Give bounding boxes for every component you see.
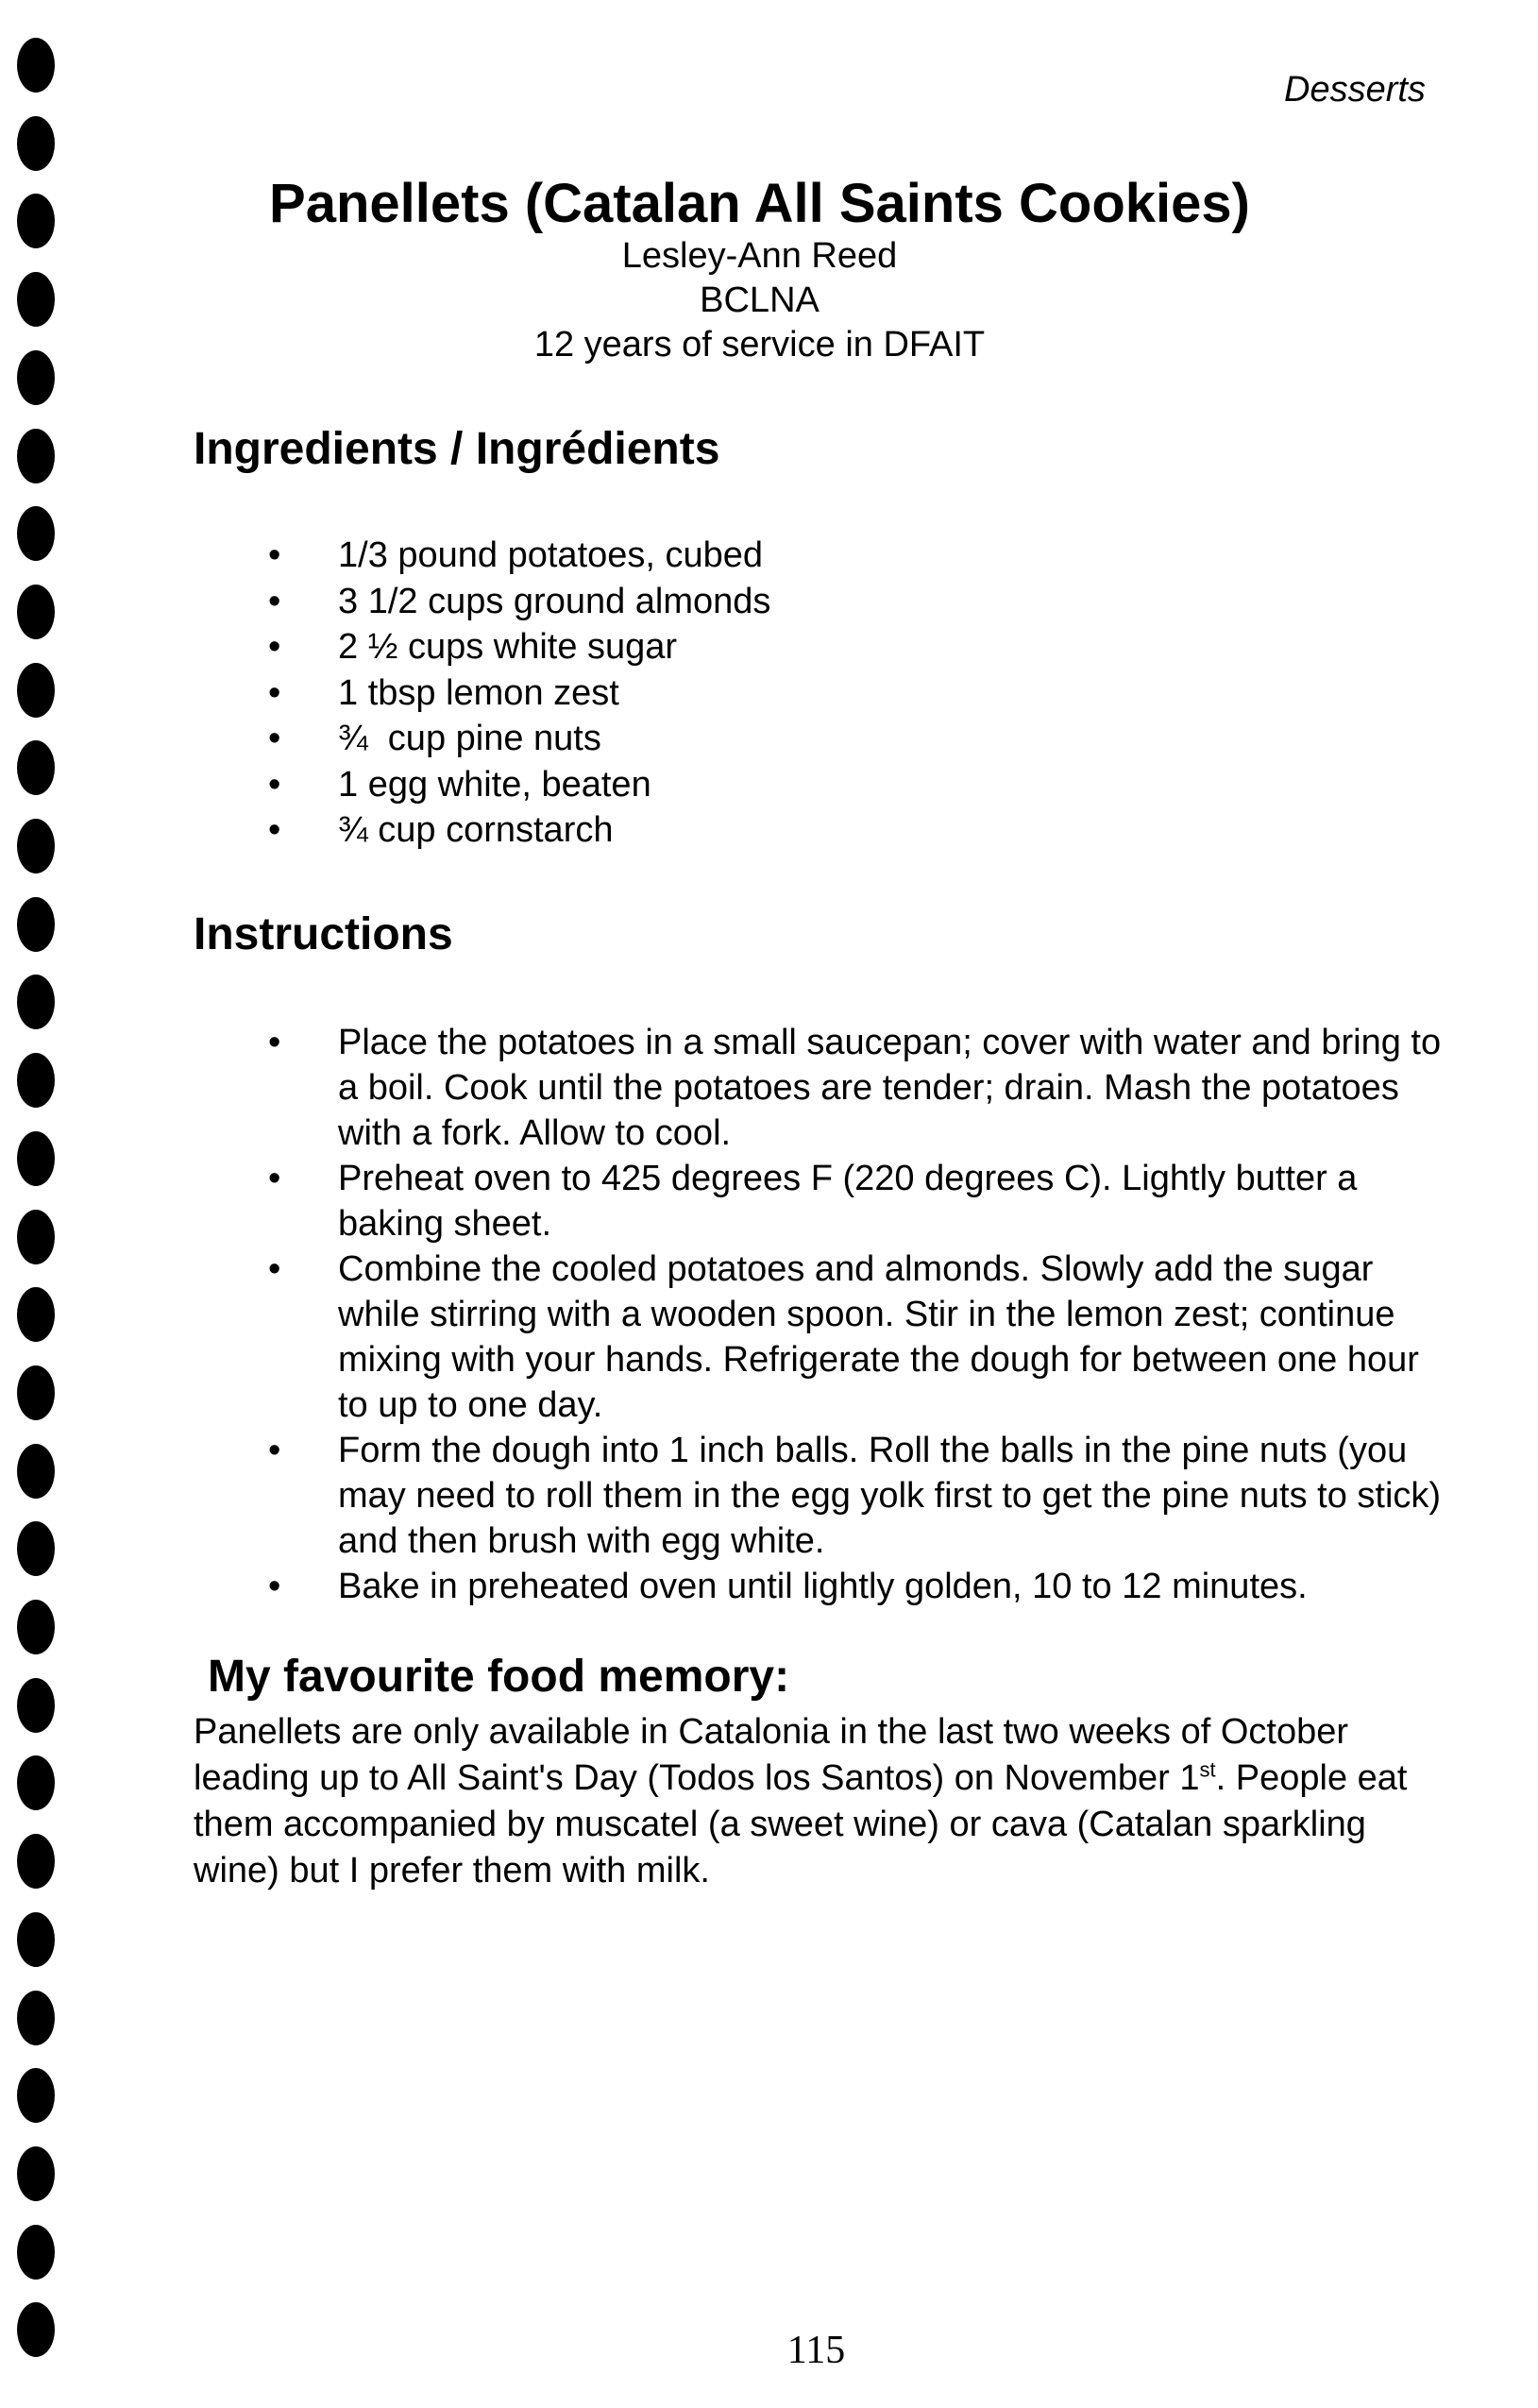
bullet-icon: • [268, 810, 281, 850]
instruction-step: • Bake in preheated oven until lightly golden, 10 to 12 minutes. [338, 1564, 1452, 1609]
author-name: Lesley-Ann Reed [621, 236, 898, 276]
bullet-icon: • [268, 1159, 281, 1198]
binding-hole [17, 1365, 55, 1420]
instruction-step: • Form the dough into 1 inch balls. Roll the balls in the pine nuts (you may need to roll them in the egg yolk first to get the pine nuts to stick) and then brush with egg white. [338, 1428, 1452, 1564]
ingredient-item: • ¾ cup cornstarch [338, 807, 770, 854]
instruction-step: • Combine the cooled potatoes and almonds. Slowly add the sugar while stirring with a wooden spoon. Stir in the lemon zest; continue mixing with your hands. Refrigerate the dough for between one hour to up to one day. [338, 1246, 1452, 1428]
binding-hole [17, 897, 55, 952]
binding-hole [17, 1755, 55, 1810]
binding-hole [17, 819, 55, 873]
instruction-step: • Place the potatoes in a small saucepan; cover with water and bring to a boil. Cook until the potatoes are tender; drain. Mash the potatoes with a fork. Allow to cool. [338, 1020, 1452, 1156]
bullet-icon: • [268, 627, 281, 667]
binding-hole [17, 1991, 55, 2045]
bullet-icon: • [268, 764, 281, 805]
memory-paragraph: Panellets are only available in Catalonia in the last two weeks of October leading up to All Saint's Day (Todos los Santos) on November 1st. People eat them accompanied by muscatel (a sweet wine) or cava (Catalan sparkling wine) but I prefer them with milk. [194, 1712, 1408, 1891]
ingredient-item: • 1/3 pound potatoes, cubed [338, 533, 770, 579]
binding-hole [17, 1521, 55, 1576]
ingredient-item: • 2 ½ cups white sugar [338, 624, 770, 670]
binding-hole [17, 1678, 55, 1733]
binding-hole [17, 740, 55, 795]
binding-hole [17, 429, 55, 483]
bullet-icon: • [268, 1249, 281, 1289]
bullet-icon: • [268, 581, 281, 621]
binding-hole [17, 1834, 55, 1889]
bullet-icon: • [268, 1567, 281, 1606]
ingredient-item: • 1 tbsp lemon zest [338, 670, 770, 717]
recipe-title: Panellets (Catalan All Saints Cookies) [269, 173, 1250, 234]
binding-hole [17, 1131, 55, 1186]
binding-hole [17, 1210, 55, 1264]
binding-hole [17, 1912, 55, 1967]
binding-hole [17, 2146, 55, 2201]
binding-hole [17, 2068, 55, 2123]
binding-hole [17, 1600, 55, 1654]
ordinal-superscript: st [1199, 1757, 1216, 1782]
bullet-icon: • [268, 672, 281, 713]
ingredients-list [268, 533, 771, 854]
binding-hole [17, 663, 55, 718]
instruction-step: • Preheat oven to 425 degrees F (220 degrees C). Lightly butter a baking sheet. [338, 1156, 1452, 1246]
page-number: 115 [786, 2329, 846, 2372]
binding-hole [17, 116, 55, 171]
bullet-icon: • [268, 1023, 281, 1062]
ingredients-heading: Ingredients / Ingrédients [194, 424, 720, 474]
ingredient-item: • 1 egg white, beaten [338, 762, 770, 808]
binding-hole [17, 1053, 55, 1108]
author-organization: BCLNA [700, 280, 820, 320]
bullet-icon: • [268, 535, 281, 575]
ingredient-item: • ¾ cup pine nuts [338, 716, 770, 762]
binding-hole [17, 38, 55, 93]
spiral-binding [17, 38, 57, 2380]
binding-hole [17, 506, 55, 561]
memory-heading: My favourite food memory: [208, 1652, 790, 1702]
bullet-icon: • [268, 1431, 281, 1470]
binding-hole [17, 585, 55, 639]
binding-hole [17, 975, 55, 1029]
bullet-icon: • [268, 719, 281, 758]
instructions-heading: Instructions [194, 909, 453, 959]
author-service: 12 years of service in DFAIT [533, 325, 986, 365]
binding-hole [17, 1287, 55, 1342]
binding-hole [17, 2225, 55, 2280]
author-block [0, 234, 1529, 367]
binding-hole [17, 1444, 55, 1499]
ingredient-item: • 3 1/2 cups ground almonds [338, 579, 770, 625]
section-label: Desserts [1284, 70, 1426, 110]
instructions-list [268, 1020, 1452, 1609]
